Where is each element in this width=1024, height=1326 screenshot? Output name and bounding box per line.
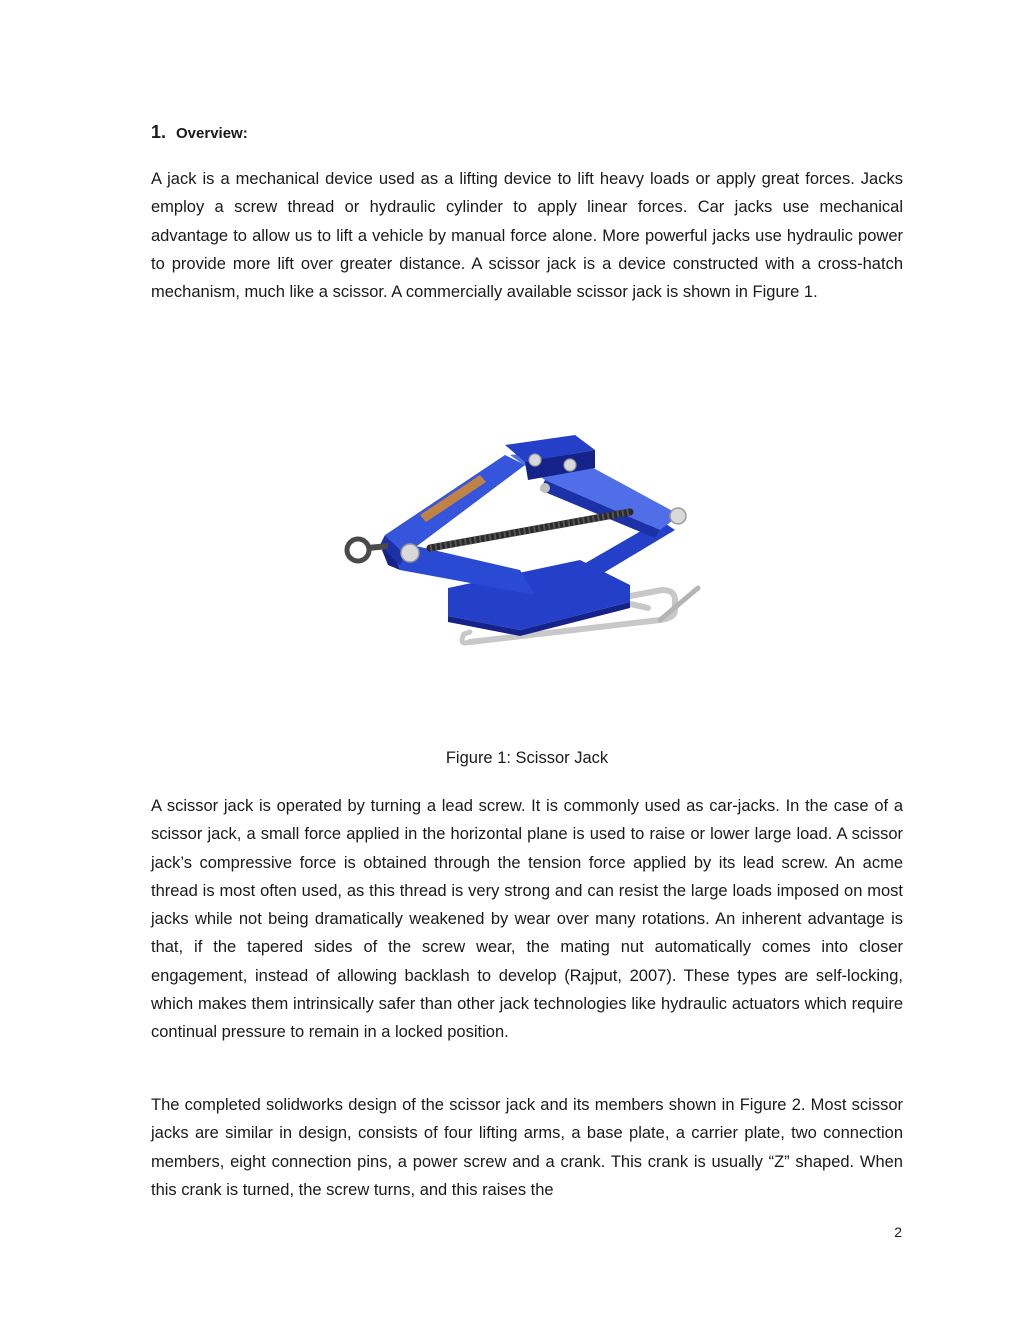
paragraph-design: The completed solidworks design of the scissor jack and its members shown in Figure 2. Most scissor jacks are similar in design, consists of four lifting arms, a base plate, a carrier plate, two connection members, eight connection pins, a power screw and a crank. This crank is usually “Z” shaped. When this crank is turned, the screw turns, and this raises the — [151, 1096, 903, 1199]
pin-center — [540, 483, 550, 493]
paragraph-operation: A scissor jack is operated by turning a lead screw. It is commonly used as car-jacks. In the case of a scissor jack, a small force applied in the horizontal plane is used to raise or lower large load. A scissor jack’s compressive force is obtained through the tension force applied by its lead screw. An acme thread is most often used, as this thread is very strong and can resist the large loads imposed on most jacks while not being dramatically weakened by wear over many rotations. An inherent advantage is that, if the tapered sides of the screw wear, the mating nut automatically comes into closer engagement, instead of allowing backlash to develop (Rajput, 2007). These types are self-locking, which makes them intrinsically safer than other jack technologies like hydraulic actuators which require continual pressure to remain in a locked position. — [151, 797, 903, 1042]
eye-bolt — [347, 539, 369, 561]
pin-top-left — [529, 454, 541, 466]
pin-top-right — [564, 459, 576, 471]
section-heading — [151, 122, 248, 143]
paragraph-overview: A jack is a mechanical device used as a lifting device to lift heavy loads or apply great forces. Jacks employ a screw thread or hydraulic cylinder to apply linear forces. Car jacks use mechanical advantage to allow us to lift a vehicle by manual force alone. More powerful jacks use hydraulic power to provide more lift over greater distance. A scissor jack is a device constructed with a cross-hatch mechanism, much like a scissor. A commercially available scissor jack is shown in Figure 1. — [151, 170, 903, 302]
scissor-jack-figure — [330, 420, 730, 670]
page-number: 2 — [894, 1224, 902, 1240]
pin-right — [670, 508, 686, 524]
pin-left — [401, 544, 419, 562]
scissor-jack-image — [330, 420, 730, 670]
section-title: Overview: — [176, 125, 248, 142]
section-number: 1. — [151, 122, 167, 142]
figure-caption: Figure 1: Scissor Jack — [445, 749, 609, 767]
